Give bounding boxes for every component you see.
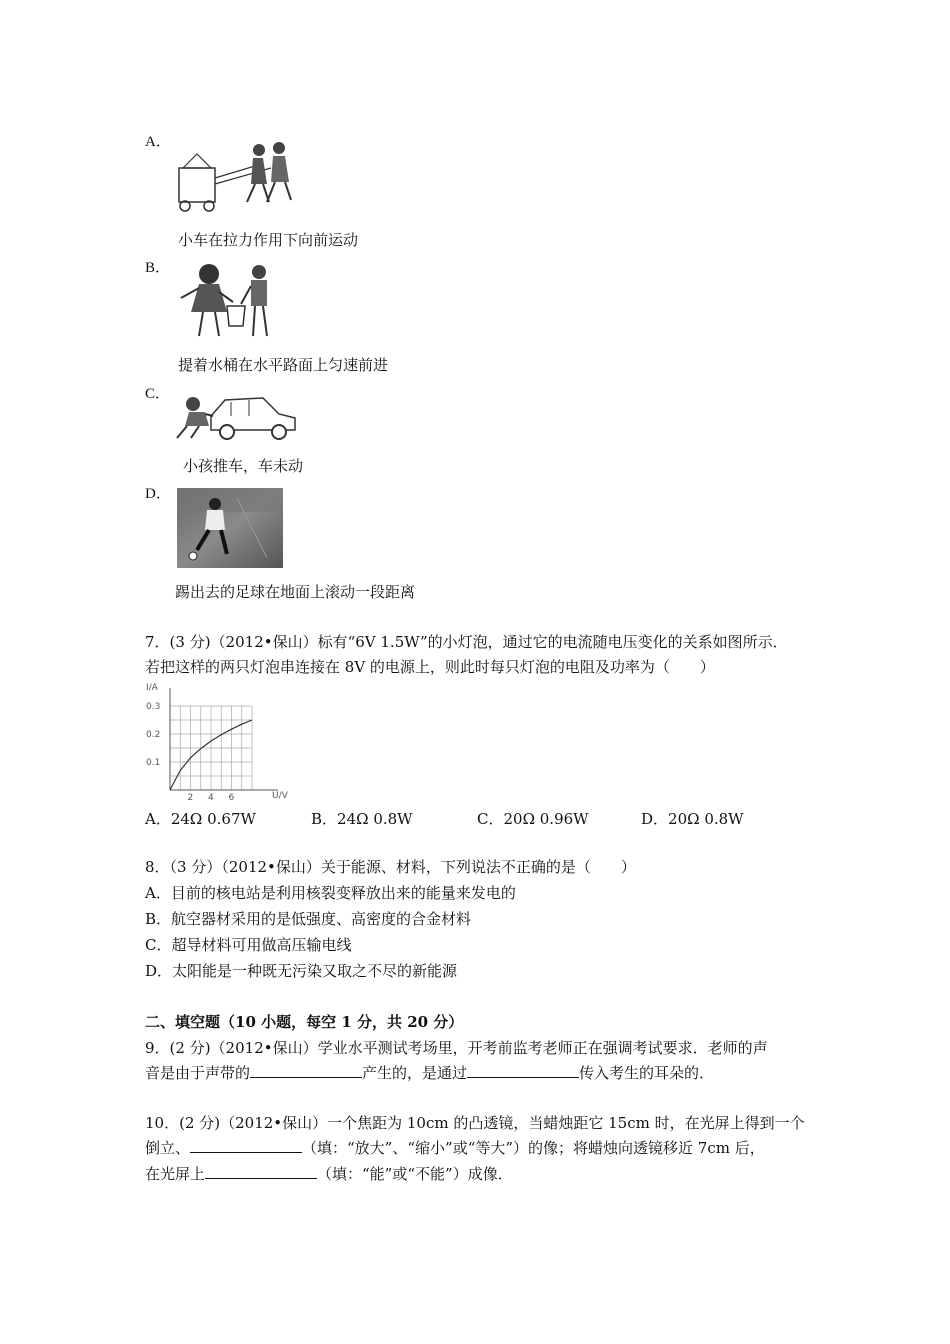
option-a-image (175, 140, 297, 214)
pushing-car-drawing (175, 386, 297, 442)
x-tick-label: 2 (187, 793, 194, 802)
q10-blank-1[interactable] (190, 1138, 302, 1153)
q8-stem: 8．（3 分）（2012•保山）关于能源、材料，下列说法不正确的是（ ） (145, 858, 636, 876)
q9-text-c: 传入考生的耳朵的． (579, 1064, 715, 1082)
q9-line1: 9．(2 分)（2012•保山）学业水平测试考场里，开考前监考老师正在强调考试要求．老师的声 (145, 1039, 768, 1057)
option-d-caption: 踢出去的足球在地面上滚动一段距离 (175, 583, 416, 601)
soccer-kick-photo (177, 488, 283, 568)
q9-text-b: 产生的，是通过 (362, 1064, 468, 1082)
option-d-letter: D． (145, 486, 171, 502)
q8-option-a[interactable]: A．目前的核电站是利用核裂变释放出来的能量来发电的 (145, 884, 516, 902)
q10-text-b: （填：“放大”、“缩小”或“等大”）的像；将蜡烛向透镜移近 7cm 后， (302, 1139, 765, 1157)
carrying-bucket-drawing (175, 262, 275, 342)
option-b-letter: B． (145, 260, 171, 276)
q7-line1: 7．(3 分)（2012•保山）标有“6V 1.5W”的小灯泡，通过它的电流随电压变化的关系如图所示． (145, 633, 788, 651)
x-axis-label: U/V (272, 791, 288, 801)
y-tick-label: 0.2 (146, 730, 161, 740)
q7-option-b[interactable]: B．24Ω 0.8W (311, 810, 413, 828)
q10-blank-2[interactable] (205, 1164, 317, 1179)
q9-line2 (145, 1063, 714, 1083)
option-a-letter: A． (145, 134, 171, 150)
option-a-caption: 小车在拉力作用下向前运动 (178, 231, 359, 249)
y-axis-label: I/A (146, 683, 158, 693)
pulling-cart-drawing (175, 140, 297, 214)
q7-option-c[interactable]: C．20Ω 0.96W (477, 810, 589, 828)
q7-option-a[interactable]: A．24Ω 0.67W (145, 810, 256, 828)
y-tick-label: 0.1 (146, 758, 161, 768)
q10-line1: 10．(2 分)（2012•保山）一个焦距为 10cm 的凸透镜，当蜡烛距它 15cm 时，在光屏上得到一个 (145, 1114, 805, 1132)
q10-text-a: 倒立、 (145, 1139, 191, 1157)
y-tick-label: 0.3 (146, 702, 161, 712)
q10-text-d: （填：“能”或“不能”）成像． (317, 1165, 513, 1183)
q10-text-c: 在光屏上 (145, 1165, 206, 1183)
iv-chart (142, 680, 294, 802)
q8-option-c[interactable]: C．超导材料可用做高压输电线 (145, 936, 352, 954)
q10-line3 (145, 1164, 513, 1184)
q9-text-a: 音是由于声带的 (145, 1064, 251, 1082)
option-b-image (175, 262, 275, 342)
q7-line2: 若把这样的两只灯泡串连接在 8V 的电源上，则此时每只灯泡的电阻及功率为（ ） (145, 658, 715, 676)
q10-line2 (145, 1138, 765, 1158)
q9-blank-2[interactable] (467, 1063, 579, 1078)
q8-option-b[interactable]: B．航空器材采用的是低强度、高密度的合金材料 (145, 910, 472, 928)
x-tick-label: 6 (228, 793, 235, 802)
option-d-image (177, 488, 283, 568)
x-tick-label: 4 (208, 793, 214, 802)
q7-option-d[interactable]: D．20Ω 0.8W (641, 810, 744, 828)
q9-blank-1[interactable] (250, 1063, 362, 1078)
iv-chart-svg (142, 680, 294, 802)
option-c-image (175, 386, 297, 442)
option-b-caption: 提着水桶在水平路面上匀速前进 (178, 356, 389, 374)
section-title: 二、填空题（10 小题，每空 1 分，共 20 分） (145, 1013, 464, 1031)
option-c-letter: C． (145, 386, 171, 402)
q8-option-d[interactable]: D．太阳能是一种既无污染又取之不尽的新能源 (145, 962, 458, 980)
option-c-caption: 小孩推车，车未动 (183, 457, 304, 475)
